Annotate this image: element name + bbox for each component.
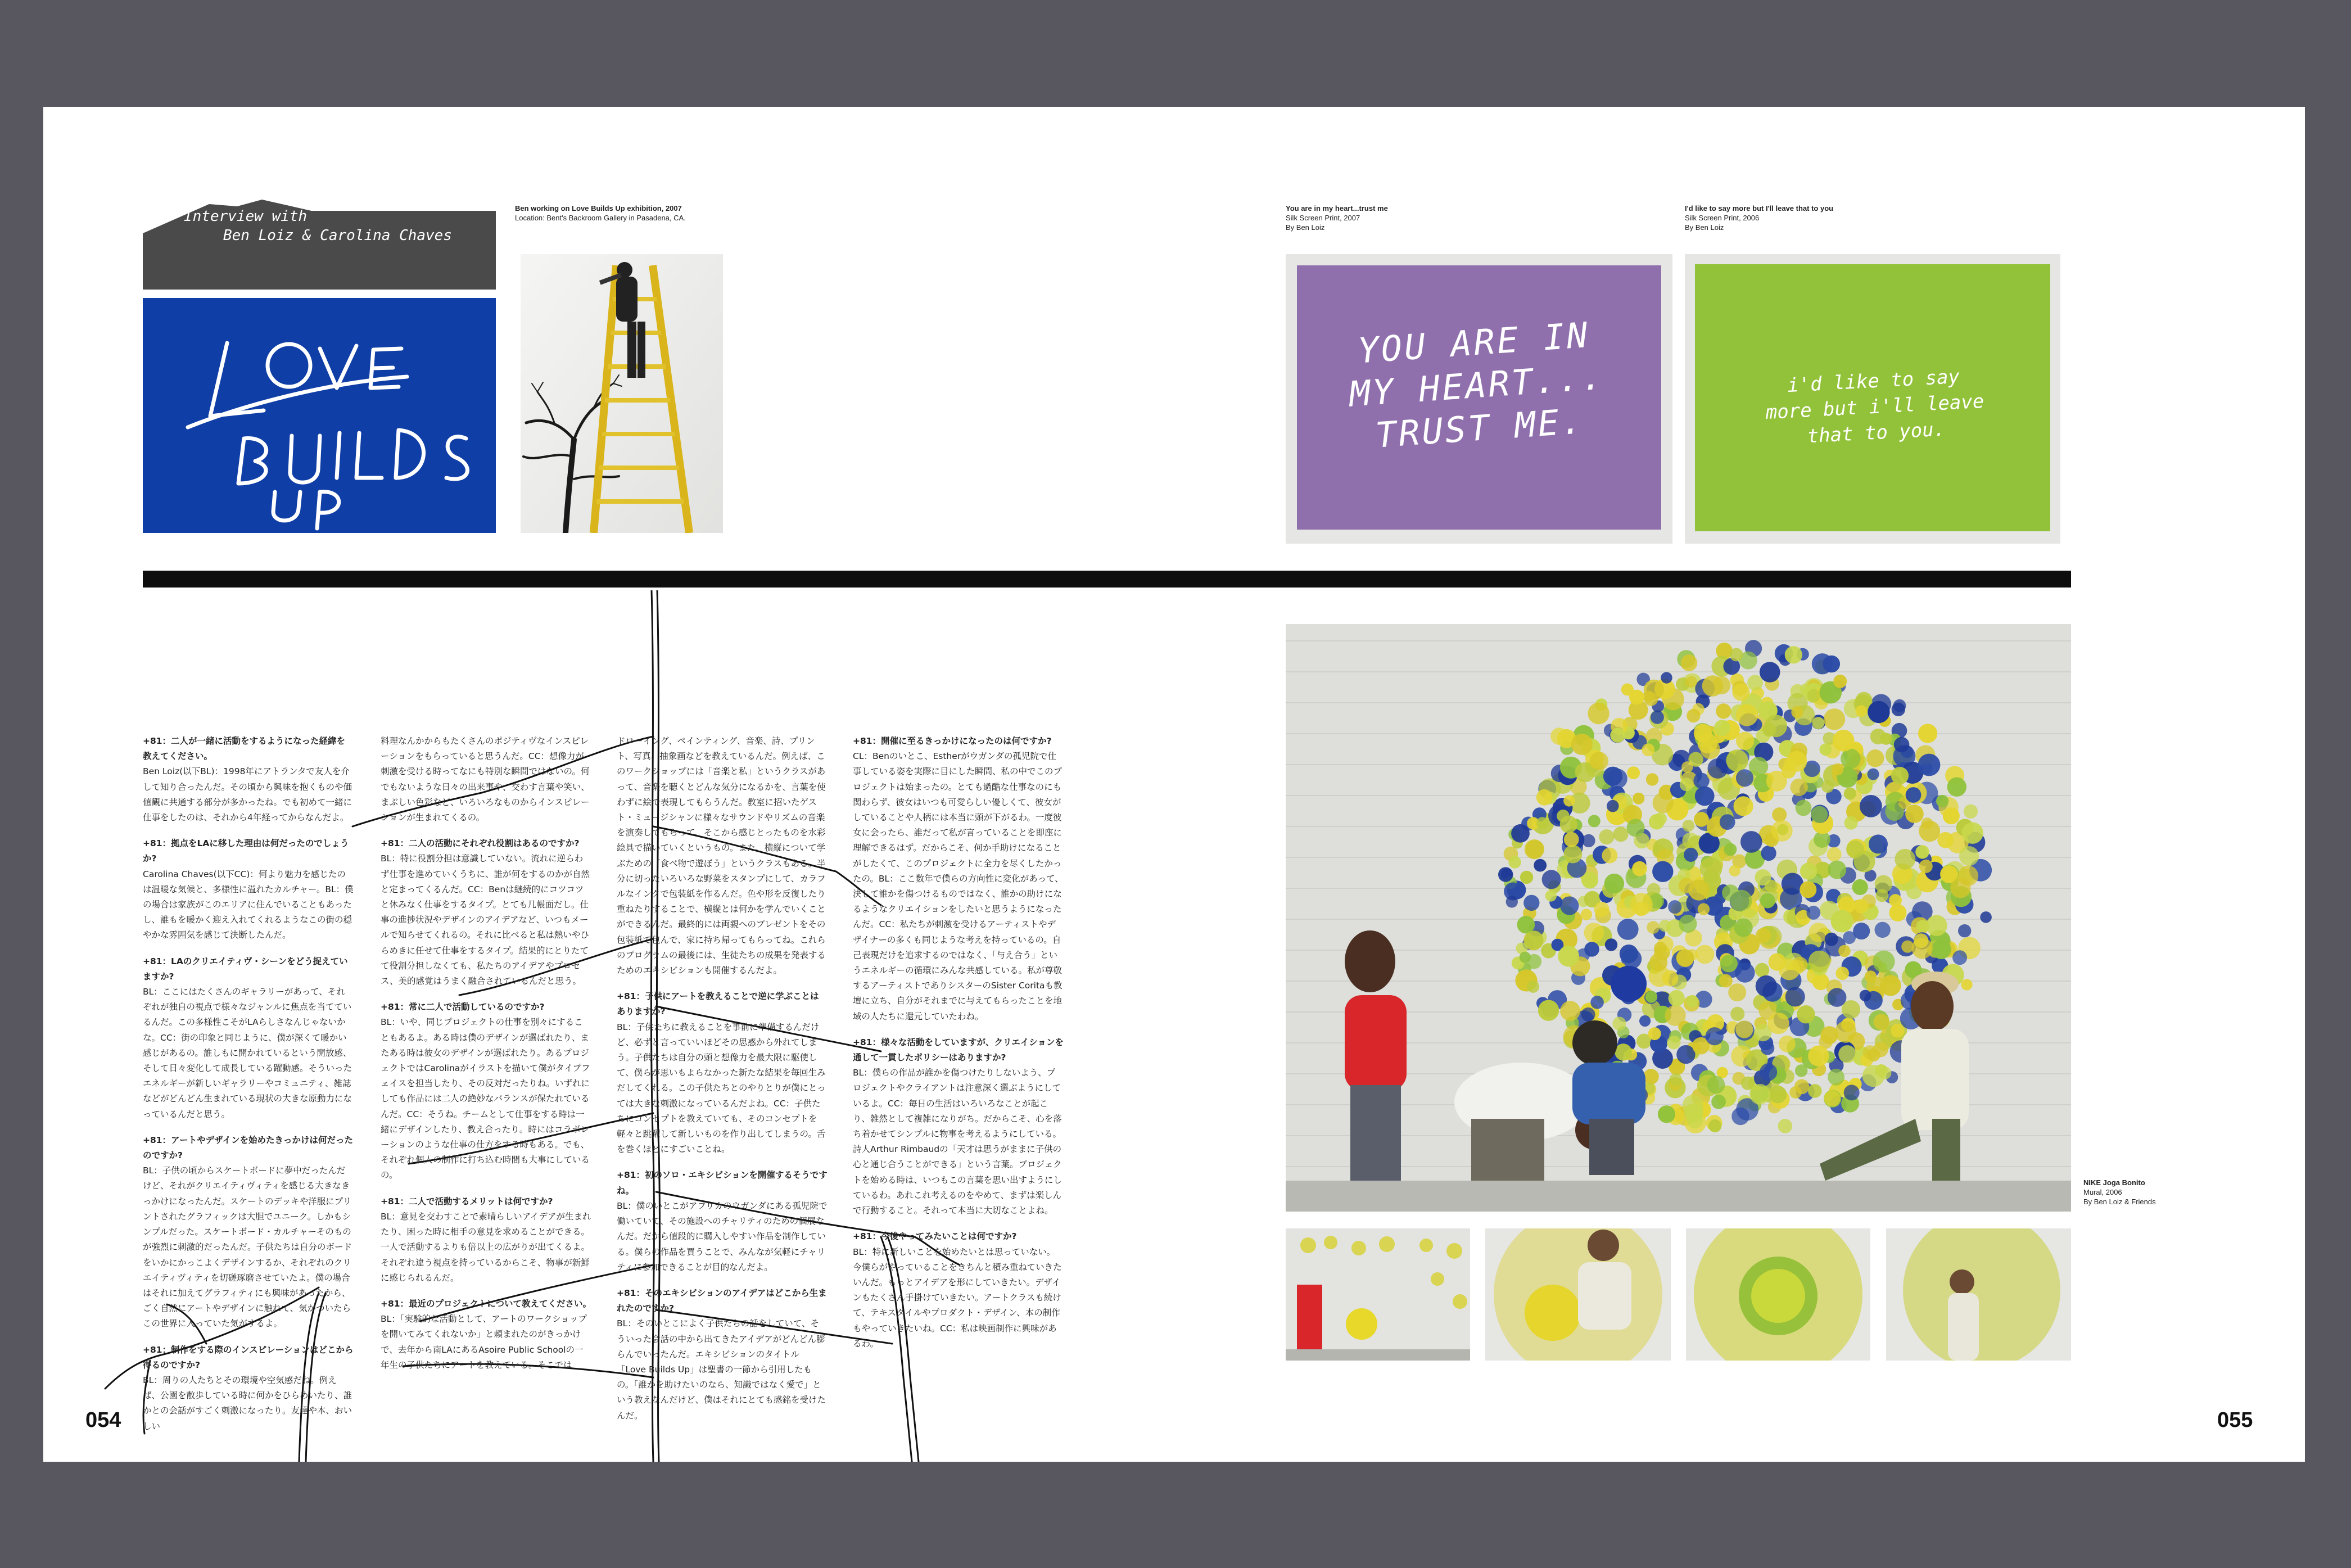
ladder-caption bbox=[515, 204, 740, 223]
green-print-text: i'd like to say more but i'll leave that to you. bbox=[1765, 365, 1985, 448]
qa-question: +81：二人が一緒に活動をするようになった経緯を教えてください。 bbox=[143, 736, 346, 762]
qa-question: +81：アートやデザインを始めたきっかけは何だったのですか? bbox=[143, 1135, 354, 1161]
qa-answer: BL：ここにはたくさんのギャラリーがあって、それぞれが独自の視点で様々なジャンルに焦点を当てているんだ。この多様性こそがLAらしさなんじゃないかな。CC：街の印象と同じように、僕が深くて暖かい感じがあるの。誰しもに開かれているという開放感、そして日々変化して成長している躍動感。そういったエネルギーが新しいギャラリーやコミュニティ、雑誌などがどんどん生まれている現状の大きな原動力になっているんだと思う。 bbox=[143, 987, 352, 1119]
purple-caption-artist: By Ben Loiz bbox=[1286, 223, 1325, 232]
purple-print-frame bbox=[1286, 254, 1672, 544]
qa-answer: ドローイング、ペインティング、音楽、詩、プリント、写真、抽象画などを教えているんだ。例えば、このワークショップには「音楽と私」というクラスがあって、音楽を聴くとどんな気分になるかを、言葉を使わずに絵で表現してもらうんだ。教室に招いたゲスト・ミュージシャンに様々なサウンドやリズムの音楽を演奏してもらって、そこから感じとったものを水彩絵具で描いていくというもの。また、横縦について学ぶための「食べ物で遊ぼう」というクラスもある。半分に切ったいろいろな野菜をスタンプにして、カラフルなインクで包装紙を作るんだ。色や形を反復したり重ねたりすることで、横縦とは何かを学んでいくことができるんだ。最終的には両親へのプレゼントをその包装紙で包んで、家に持ち帰ってもらってね。これらのプログラムの最後には、生徒たちの成果を発表するためのエキシビションも開催するんだよ。 bbox=[617, 736, 826, 976]
qa-block bbox=[617, 734, 828, 978]
qa-block bbox=[143, 836, 354, 943]
qa-block bbox=[381, 1000, 591, 1183]
qa-block bbox=[381, 734, 591, 825]
qa-question: +81：常に二人で活動しているのですか? bbox=[381, 1002, 545, 1013]
qa-answer: BL：意見を交わすことで素晴らしいアイデアが生まれたり、困った時に相手の意見を求めることができる。一人で活動するよりも倍以上の広がりが出てくるよ。それぞれ違う視点を持っているからこそ、物事が新鮮に感じられるんだ。 bbox=[381, 1211, 591, 1283]
qa-question: +81：最近のプロジェクトについて教えてください。 bbox=[381, 1298, 591, 1309]
qa-question: +81：今後やってみたいことは何ですか? bbox=[853, 1231, 1017, 1242]
qa-answer: BL：そのいとこによく子供たちの話をしていて、そういった会話の中から出てきたアイデアがどんどん膨らんでいったんだ。エキシビションのタイトル「Love Builds Up」は聖書の一節から引用したもの。「誰かを助けたいのなら、知識ではなく愛で」という教えなんだけど、僕はそれにとても感銘を受けたんだ。 bbox=[617, 1318, 826, 1421]
qa-block bbox=[381, 1194, 591, 1286]
qa-block bbox=[617, 1168, 828, 1275]
magazine-spread bbox=[43, 107, 2305, 1462]
header-tag bbox=[184, 207, 452, 245]
qa-block bbox=[617, 1286, 828, 1424]
qa-question: +81：制作をする際のインスピレーションはどこから得るのですか? bbox=[143, 1344, 354, 1370]
qa-question: +81：二人で活動するメリットは何ですか? bbox=[381, 1196, 553, 1206]
purple-caption bbox=[1286, 204, 1511, 232]
qa-question: +81：様々な活動をしていますが、クリエイションを通して一貫したポリシーはありますか? bbox=[853, 1037, 1064, 1063]
qa-answer: BL：子供たちに教えることを事前に準備するんだけど、必ずと言っていいほどその思惑から外れてしまう。子供たちは自分の頭と想像力を最大限に駆使して、僕らが思いもよらなかった新たな結果を毎回生みだしてくれる。この子供たちとのやりとりが僕にとっては大きな刺激になっているんだよね。CC：子供たちにコンセプトを教えていても、そのコンセプトを軽々と跳躍して新しいものを作り出してしまうの。舌を巻くほどにすごいことね。 bbox=[617, 1022, 826, 1155]
qa-question: +81：初のソロ・エキシビションを開催するそうですね。 bbox=[617, 1170, 828, 1196]
purple-print bbox=[1297, 265, 1661, 530]
ladder-caption-location: Location: Bent's Backroom Gallery in Pasadena, CA. bbox=[515, 214, 686, 222]
purple-print-text: YOU ARE IN MY HEART... TRUST ME. bbox=[1348, 314, 1606, 456]
qa-answer: Carolina Chaves(以下CC)：何より魅力を感じたのは温暖な気候と、多様性に溢れたカルチャー。BL：僕の場合は家族がこのエリアに住んでいることもあったし、誰もを暖かく迎え入れてくれるようなこの街の穏やかな雰囲気を感じて決断したんだ。 bbox=[143, 869, 354, 941]
purple-caption-title: You are in my heart...trust me bbox=[1286, 204, 1388, 213]
qa-question: +81：LAのクリエイティヴ・シーンをどう捉えていますか? bbox=[143, 956, 348, 982]
qa-question: +81：そのエキシビションのアイデアはどこから生まれたのですか? bbox=[617, 1287, 827, 1314]
qa-block bbox=[853, 1229, 1064, 1352]
ladder-caption-title: Ben working on Love Builds Up exhibition, 2007 bbox=[515, 204, 682, 213]
qa-block bbox=[853, 734, 1064, 1024]
thumbnail-2 bbox=[1485, 1228, 1671, 1361]
green-print bbox=[1695, 264, 2050, 531]
mural-caption-title: NIKE Joga Bonito bbox=[2083, 1178, 2145, 1187]
text-column-3 bbox=[617, 734, 828, 1434]
qa-answer: BL：いや、同じプロジェクトの仕事を別々にすることもあるよ。ある時は僕のデザインが選ばれたり、またある時は彼女のデザインが選ばれたり。あるプロジェクトではCarolinaがイラストを描いて僕がタイプフェイスを担当したり、その反対だったりね。いずれにしても作品には二人の絶妙なバランスが保たれているんだ。CC：そうね。チームとして仕事をする時は一緒にデザインしたり、教え合ったり。時にはコラボレーションのような仕事の仕方をする時もある。でも、それぞれ個人の制作に打ち込む時間も大事にしているの。 bbox=[381, 1017, 590, 1181]
qa-answer: BL：周りの人たちとその環境や空気感だね。例えば、公園を散歩している時に何かをひらめいたり、誰かとの会話がすごく刺激になったり。友達や本、おいしい bbox=[143, 1375, 352, 1431]
qa-question: +81：開催に至るきっかけになったのは何ですか? bbox=[853, 736, 1052, 746]
qa-question: +81：拠点をLAに移した理由は何だったのでしょうか? bbox=[143, 838, 349, 864]
mural-caption-medium: Mural, 2006 bbox=[2083, 1188, 2122, 1196]
green-print-frame bbox=[1685, 254, 2060, 544]
qa-block bbox=[143, 1133, 354, 1332]
qa-block bbox=[143, 1343, 354, 1434]
qa-answer: CL：Benのいとこ、Estherがウガンダの孤児院で仕事している姿を実際に目にした瞬間、私の中でこのプロジェクトは始まったの。とても過酷な仕事なのにも関わらず、彼女はいつも可愛らしい優しくて、彼女がしていることや人柄には本当に頭が下がるわ。一度彼女に会ったら、誰だって私が言っていることを即座に理解できるはず。だからこそ、何か手助けになることがしたくて、このプロジェクトに全力を尽くしたかったの。BL：ここ数年で僕らの方向性に変化があって、決して誰かを傷つけるものではなく、誰かの助けになるようなクリエイションをしたいと思うようになったんだ。CC：私たちが刺激を受けるアーティストやデザイナーの多くも同じような考えを持っているの。自己表現だけを追求するのではなく、「与え合う」というエネルギーの循環にみんな共感している。私が尊敬するアーティストでありシスターのSister Coritaも教壇に立ち、自分がそれまでに与えてもらったことを地域の人たちに還元していたわね。 bbox=[853, 751, 1064, 1022]
qa-block bbox=[381, 1296, 591, 1373]
qa-block bbox=[381, 836, 591, 989]
qa-answer: BL：「実験的な活動として、アートのワークショップを開いてみてくれないか」と頼まれたのがきっかけで、去年から南LAにあるAsoire Public Schoolの一年生の子供たちにアートを教えている。そこでは bbox=[381, 1314, 587, 1370]
green-caption-title: I'd like to say more but I'll leave that to you bbox=[1685, 204, 1834, 213]
ladder-photo bbox=[521, 254, 723, 533]
thumbnail-4 bbox=[1886, 1228, 2071, 1361]
purple-caption-medium: Silk Screen Print, 2007 bbox=[1286, 214, 1360, 222]
green-caption bbox=[1685, 204, 1966, 232]
qa-block bbox=[143, 734, 354, 825]
header-tag-line1: Interview with bbox=[184, 208, 308, 225]
mural-caption bbox=[2083, 1178, 2230, 1206]
qa-block bbox=[143, 954, 354, 1122]
header-tag-line2: Ben Loiz & Carolina Chaves bbox=[223, 227, 452, 244]
green-caption-artist: By Ben Loiz bbox=[1685, 223, 1724, 232]
qa-block bbox=[853, 1035, 1064, 1218]
text-column-4 bbox=[853, 734, 1064, 1362]
section-rule bbox=[143, 571, 2071, 588]
qa-question: +81：子供にアートを教えることで逆に学ぶことはありますか? bbox=[617, 991, 819, 1017]
qa-answer: BL：僕らの作品が誰かを傷つけたりしないよう、プロジェクトやクライアントは注意深く選ぶようにしているよ。CC：毎日の生活はいろいろなことが起こり、雑然として複雑になりがち。だからこそ、心を落ち着かせてシンプルに物事を考えるようにしている。詩人Arthur Rimbaudの「天才は思うがままに子供の心と通じ合うことができる」という言葉。プロジェクトを始める時は、いつもこの言葉を思い出すようにしているわ。あれこれ考えるのをやめて、まずは楽しんで行動すること。それって本当に大切なことよね。 bbox=[853, 1068, 1063, 1216]
qa-answer: Ben Loiz(以下BL)：1998年にアトランタで友人を介して知り合ったんだ。その頃から興味を抱くものや価値観に共通する部分が多かったね。でも初めて一緒に仕事をしたのは、それから4年経ってからなんだよ。 bbox=[143, 766, 352, 823]
thumbnail-1 bbox=[1286, 1228, 1470, 1361]
love-builds-up-logo bbox=[143, 298, 496, 533]
mural-caption-artist: By Ben Loiz & Friends bbox=[2083, 1198, 2156, 1206]
qa-answer: BL：特に役割分担は意識していない。流れに逆らわず仕事を進めていくうちに、誰が何をするのかが自然と定まってくるんだ。CC：Benは継続的にコツコツと休みなく仕事をするタイプ。とても几帳面だし。仕事の進捗状況やデザインのアイデアなど、いつもメールで知らせてくれるの。それに比べると私は熱いやひらめきに任せて仕事をするタイプ。結果的にとりたてて役割分担しなくても、私たちのアイデアやプロセス、美的感覚はうまく融合されているんだと思う。 bbox=[381, 853, 590, 987]
qa-answer: BL：子供の頃からスケートボードに夢中だったんだけど、それがクリエイティヴィティを感じる大きなきっかけになったんだ。スケートのデッキや洋服にプリントされたグラフィックは大胆でユニーク。しかもシンプルだった。スケートボード・カルチャーそのものが強烈に刺激的だったんだ。子供たちは自分のボードをいかにかっこよくデザインするか、それぞれのクリエイティヴィティを切磋琢磨させていたよ。僕の場合はそれに加えてグラフィティにも興味があったから、ごく自然にアートやデザインに触れて、気がついたらこの世界に入っていた気がするよ。 bbox=[143, 1165, 352, 1329]
text-column-2 bbox=[381, 734, 591, 1384]
qa-answer: 料理なんかからもたくさんのポジティヴなインスピレーションをもらっていると思うんだ。CC：想像力が刺激を受ける時ってなにも特別な瞬間ではないの。何でもないような日々の出来事や、交わす言葉や笑い、まぶしい色彩など、いろいろなものからインスピレーションが生まれてくるの。 bbox=[381, 736, 590, 823]
qa-answer: BL：特に新しいことを始めたいとは思っていない。今僕らがやっていることをきちんと積み重ねていきたいんだ。もっとアイデアを形にしていきたい。デザインもたくさん手掛けていきたい。アートクラスも続けて、テキスタイルやプロダクト・デザイン、本の制作もやっていきたいね。CC：私は映画制作に興味があるわ。 bbox=[853, 1246, 1062, 1349]
page-number-left: 054 bbox=[85, 1408, 121, 1432]
mural-photo bbox=[1286, 624, 2071, 1212]
qa-block bbox=[617, 989, 828, 1157]
qa-answer: BL：僕のいとこがアフリカのウガンダにある孤児院で働いていて、その施設へのチャリティのための個展なんだ。だから値段的に購入しやすい作品を制作している。僕らの作品を買うことで、みんなが気軽にチャリティに参加できることが目的なんだよ。 bbox=[617, 1200, 828, 1272]
qa-question: +81：二人の活動にそれぞれ役割はあるのですか? bbox=[381, 838, 580, 849]
page-number-right: 055 bbox=[2217, 1408, 2253, 1432]
text-column-1 bbox=[143, 734, 354, 1445]
green-caption-medium: Silk Screen Print, 2006 bbox=[1685, 214, 1760, 222]
thumbnail-3 bbox=[1686, 1228, 1870, 1361]
